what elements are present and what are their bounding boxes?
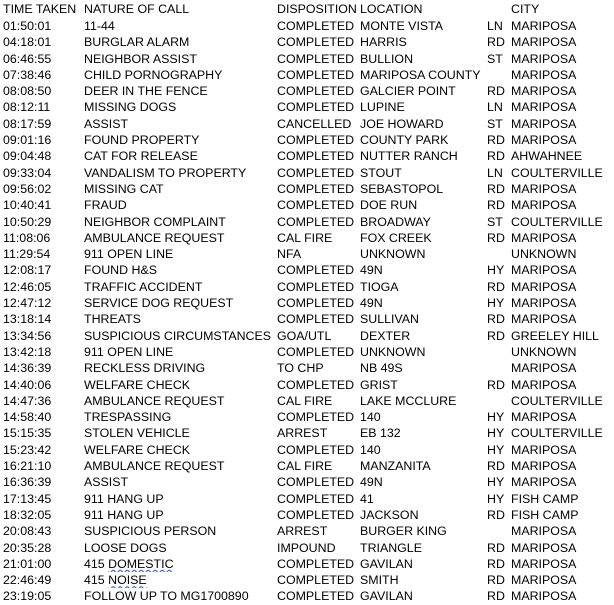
- nature-cell: TRAFFIC ACCIDENT: [84, 279, 203, 294]
- location-cell: MANZANITA: [360, 459, 431, 474]
- nature-cell: SERVICE DOG REQUEST: [84, 296, 234, 311]
- nature-flagged-word: DOMESTIC: [108, 556, 174, 571]
- nature-flagged-word: NOISE: [108, 573, 147, 588]
- location-cell: FOX CREEK: [360, 230, 432, 245]
- location-cell: BURGER KING: [360, 524, 447, 539]
- street-suffix-cell: LN: [487, 100, 503, 115]
- time-cell: 13:42:18: [3, 344, 52, 359]
- location-cell: BULLION: [360, 51, 414, 66]
- disposition-cell: CANCELLED: [277, 116, 352, 131]
- disposition-cell: COMPLETED: [277, 312, 355, 327]
- street-suffix-cell: RD: [487, 312, 505, 327]
- time-cell: 14:40:06: [3, 377, 52, 392]
- time-cell: 12:46:05: [3, 279, 52, 294]
- city-cell: MARIPOSA: [511, 377, 577, 392]
- table-row: [0, 18, 614, 34]
- disposition-cell: ARREST: [277, 426, 328, 441]
- disposition-cell: COMPLETED: [277, 84, 355, 99]
- time-cell: 15:15:35: [3, 426, 52, 441]
- table-row: [0, 409, 614, 425]
- nature-cell: DEER IN THE FENCE: [84, 84, 208, 99]
- city-cell: MARIPOSA: [511, 84, 577, 99]
- location-cell: TRIANGLE: [360, 540, 422, 555]
- column-header-nature: NATURE OF CALL: [84, 2, 190, 16]
- city-cell: AHWAHNEE: [511, 149, 583, 164]
- disposition-cell: TO CHP: [277, 361, 324, 376]
- time-cell: 09:01:16: [3, 133, 52, 148]
- city-cell: MARIPOSA: [511, 181, 577, 196]
- location-cell: BROADWAY: [360, 214, 431, 229]
- table-row: [0, 523, 614, 539]
- time-cell: 16:36:39: [3, 475, 52, 490]
- time-cell: 13:18:14: [3, 312, 52, 327]
- nature-cell: TRESPASSING: [84, 410, 172, 425]
- table-row: [0, 99, 614, 115]
- table-row: [0, 540, 614, 556]
- nature-cell: ASSIST: [84, 475, 129, 490]
- location-cell: SULLIVAN: [360, 312, 419, 327]
- street-suffix-cell: RD: [487, 181, 505, 196]
- nature-cell: FOUND H&S: [84, 263, 157, 278]
- table-header: [0, 0, 614, 18]
- disposition-cell: COMPLETED: [277, 279, 355, 294]
- column-header-disposition: DISPOSITION: [277, 2, 357, 16]
- street-suffix-cell: RD: [487, 540, 505, 555]
- table-row: [0, 311, 614, 327]
- city-cell: MARIPOSA: [511, 230, 577, 245]
- city-cell: MARIPOSA: [511, 100, 577, 115]
- time-cell: 15:23:42: [3, 442, 52, 457]
- table-row: [0, 442, 614, 458]
- nature-cell: ASSIST: [84, 116, 129, 131]
- city-cell: COULTERVILLE: [511, 165, 603, 180]
- location-cell: GRIST: [360, 377, 398, 392]
- location-cell: DOE RUN: [360, 198, 418, 213]
- time-cell: 10:40:41: [3, 198, 52, 213]
- table-row: [0, 51, 614, 67]
- nature-cell: MISSING CAT: [84, 181, 164, 196]
- city-cell: MARIPOSA: [511, 35, 577, 50]
- table-row: [0, 230, 614, 246]
- time-cell: 08:12:11: [3, 100, 51, 115]
- table-row: [0, 588, 614, 604]
- time-cell: 08:17:59: [3, 116, 52, 131]
- disposition-cell: COMPLETED: [277, 100, 355, 115]
- location-cell: JOE HOWARD: [360, 116, 444, 131]
- table-row: [0, 328, 614, 344]
- street-suffix-cell: RD: [487, 230, 505, 245]
- city-cell: MARIPOSA: [511, 67, 577, 82]
- nature-cell: AMBULANCE REQUEST: [84, 393, 225, 408]
- city-cell: MARIPOSA: [511, 19, 577, 33]
- city-cell: MARIPOSA: [511, 556, 577, 571]
- time-cell: 07:38:46: [3, 67, 52, 82]
- table-row: [0, 393, 614, 409]
- location-cell: MARIPOSA COUNTY: [360, 67, 481, 82]
- time-cell: 09:04:48: [3, 149, 52, 164]
- table-row: [0, 474, 614, 490]
- time-cell: 21:01:00: [3, 556, 52, 571]
- nature-cell: FOUND PROPERTY: [84, 133, 200, 148]
- disposition-cell: COMPLETED: [277, 133, 355, 148]
- disposition-cell: COMPLETED: [277, 198, 355, 213]
- disposition-cell: COMPLETED: [277, 556, 355, 571]
- city-cell: MARIPOSA: [511, 263, 577, 278]
- disposition-cell: COMPLETED: [277, 475, 355, 490]
- table-row: [0, 246, 614, 262]
- nature-cell: 911 OPEN LINE: [84, 344, 174, 359]
- city-cell: MARIPOSA: [511, 198, 577, 213]
- disposition-cell: COMPLETED: [277, 296, 355, 311]
- nature-cell: 911 HANG UP: [84, 491, 164, 506]
- location-cell: UNKNOWN: [360, 247, 426, 262]
- table-row: [0, 377, 614, 393]
- nature-cell: CHILD PORNOGRAPHY: [84, 67, 223, 82]
- time-cell: 04:18:01: [3, 35, 52, 50]
- street-suffix-cell: RD: [487, 507, 505, 522]
- disposition-cell: CAL FIRE: [277, 459, 333, 474]
- disposition-cell: COMPLETED: [277, 344, 355, 359]
- time-cell: 18:32:05: [3, 507, 52, 522]
- city-cell: COULTERVILLE: [511, 393, 603, 408]
- table-row: [0, 165, 614, 181]
- table-row: [0, 83, 614, 99]
- disposition-cell: COMPLETED: [277, 377, 355, 392]
- city-cell: FISH CAMP: [511, 491, 579, 506]
- city-cell: MARIPOSA: [511, 312, 577, 327]
- location-cell: SMITH: [360, 573, 399, 588]
- city-cell: COULTERVILLE: [511, 426, 603, 441]
- nature-cell: BURGLAR ALARM: [84, 35, 190, 50]
- street-suffix-cell: HY: [487, 426, 505, 441]
- nature-cell: FRAUD: [84, 198, 127, 213]
- disposition-cell: CAL FIRE: [277, 393, 333, 408]
- time-cell: 17:13:45: [3, 491, 52, 506]
- city-cell: COULTERVILLE: [511, 214, 603, 229]
- location-cell: LAKE MCCLURE: [360, 393, 457, 408]
- city-cell: MARIPOSA: [511, 51, 577, 66]
- nature-cell: AMBULANCE REQUEST: [84, 459, 225, 474]
- street-suffix-cell: ST: [487, 51, 503, 66]
- nature-cell: MISSING DOGS: [84, 100, 177, 115]
- street-suffix-cell: RD: [487, 149, 505, 164]
- city-cell: MARIPOSA: [511, 116, 577, 131]
- location-cell: GAVILAN: [360, 556, 413, 571]
- street-suffix-cell: RD: [487, 279, 505, 294]
- location-cell: STOUT: [360, 165, 402, 180]
- disposition-cell: COMPLETED: [277, 442, 355, 457]
- disposition-cell: NFA: [277, 247, 302, 262]
- nature-cell: CAT FOR RELEASE: [84, 149, 198, 164]
- location-cell: NUTTER RANCH: [360, 149, 458, 164]
- street-suffix-cell: LN: [487, 19, 503, 33]
- nature-cell: NEIGHBOR COMPLAINT: [84, 214, 226, 229]
- city-cell: MARIPOSA: [511, 279, 577, 294]
- table-row: [0, 279, 614, 295]
- nature-cell: SUSPICIOUS CIRCUMSTANCES: [84, 328, 272, 343]
- nature-cell: LOOSE DOGS: [84, 540, 167, 555]
- disposition-cell: COMPLETED: [277, 214, 355, 229]
- table-row: [0, 148, 614, 164]
- nature-cell: RECKLESS DRIVING: [84, 361, 206, 376]
- disposition-cell: CAL FIRE: [277, 230, 333, 245]
- location-cell: SEBASTOPOL: [360, 181, 444, 196]
- city-cell: MARIPOSA: [511, 475, 577, 490]
- table-row: [0, 132, 614, 148]
- table-row: [0, 116, 614, 132]
- time-cell: 14:36:39: [3, 361, 52, 376]
- street-suffix-cell: RD: [487, 459, 505, 474]
- table-row: [0, 556, 614, 572]
- city-cell: GREELEY HILL: [511, 328, 599, 343]
- table-row: [0, 360, 614, 376]
- nature-cell: VANDALISM TO PROPERTY: [84, 165, 247, 180]
- table-row: [0, 425, 614, 441]
- nature-cell: 911 HANG UP: [84, 507, 164, 522]
- location-cell: LUPINE: [360, 100, 405, 115]
- time-cell: 20:35:28: [3, 540, 52, 555]
- street-suffix-cell: RD: [487, 589, 505, 604]
- nature-cell: THREATS: [84, 312, 141, 327]
- table-row: [0, 34, 614, 50]
- city-cell: MARIPOSA: [511, 540, 577, 555]
- disposition-cell: COMPLETED: [277, 491, 355, 506]
- city-cell: UNKNOWN: [511, 247, 577, 262]
- disposition-cell: COMPLETED: [277, 67, 355, 82]
- street-suffix-cell: RD: [487, 84, 505, 99]
- city-cell: MARIPOSA: [511, 459, 577, 474]
- city-cell: UNKNOWN: [511, 344, 577, 359]
- location-cell: DEXTER: [360, 328, 411, 343]
- time-cell: 12:08:17: [3, 263, 52, 278]
- nature-cell: FOLLOW UP TO MG1700890: [84, 589, 249, 604]
- disposition-cell: COMPLETED: [277, 589, 355, 604]
- street-suffix-cell: HY: [487, 296, 505, 311]
- table-row: [0, 214, 614, 230]
- street-suffix-cell: RD: [487, 573, 505, 588]
- street-suffix-cell: HY: [487, 475, 505, 490]
- disposition-cell: COMPLETED: [277, 410, 355, 425]
- street-suffix-cell: RD: [487, 133, 505, 148]
- street-suffix-cell: RD: [487, 328, 505, 343]
- table-row: [0, 262, 614, 278]
- disposition-cell: COMPLETED: [277, 181, 355, 196]
- location-cell: JACKSON: [360, 507, 419, 522]
- disposition-cell: GOA/UTL: [277, 328, 332, 343]
- column-header-time: TIME TAKEN: [3, 2, 77, 16]
- disposition-cell: COMPLETED: [277, 165, 355, 180]
- street-suffix-cell: LN: [487, 165, 503, 180]
- time-cell: 10:50:29: [3, 214, 52, 229]
- time-cell: 11:08:06: [3, 230, 51, 245]
- time-cell: 01:50:01: [3, 19, 52, 33]
- street-suffix-cell: ST: [487, 214, 503, 229]
- nature-prefix: 415: [84, 573, 109, 588]
- disposition-cell: COMPLETED: [277, 573, 355, 588]
- city-cell: MARIPOSA: [511, 410, 577, 425]
- time-cell: 09:56:02: [3, 181, 52, 196]
- disposition-cell: COMPLETED: [277, 35, 355, 50]
- city-cell: MARIPOSA: [511, 442, 577, 457]
- location-cell: GALCIER POINT: [360, 84, 456, 99]
- location-cell: 49N: [360, 263, 383, 278]
- street-suffix-cell: ST: [487, 116, 503, 131]
- disposition-cell: COMPLETED: [277, 507, 355, 522]
- nature-cell: WELFARE CHECK: [84, 442, 191, 457]
- time-cell: 06:46:55: [3, 51, 52, 66]
- location-cell: EB 132: [360, 426, 401, 441]
- time-cell: 11:29:54: [3, 247, 51, 262]
- street-suffix-cell: RD: [487, 377, 505, 392]
- time-cell: 14:58:40: [3, 410, 52, 425]
- column-header-location: LOCATION: [360, 2, 423, 16]
- column-header-city: CITY: [511, 2, 540, 16]
- table-row: [0, 491, 614, 507]
- nature-prefix: 415: [84, 556, 109, 571]
- location-cell: 140: [360, 410, 381, 425]
- disposition-cell: IMPOUND: [277, 540, 336, 555]
- table-body: [0, 18, 614, 605]
- street-suffix-cell: HY: [487, 263, 505, 278]
- time-cell: 13:34:56: [3, 328, 52, 343]
- city-cell: MARIPOSA: [511, 296, 577, 311]
- disposition-cell: ARREST: [277, 524, 328, 539]
- city-cell: MARIPOSA: [511, 589, 577, 604]
- location-cell: UNKNOWN: [360, 344, 426, 359]
- location-cell: GAVILAN: [360, 589, 413, 604]
- time-cell: 22:46:49: [3, 573, 52, 588]
- table-row: [0, 572, 614, 588]
- street-suffix-cell: HY: [487, 491, 505, 506]
- disposition-cell: COMPLETED: [277, 51, 355, 66]
- city-cell: MARIPOSA: [511, 573, 577, 588]
- street-suffix-cell: RD: [487, 556, 505, 571]
- nature-cell: [84, 556, 276, 572]
- location-cell: 49N: [360, 475, 383, 490]
- location-cell: 140: [360, 442, 381, 457]
- location-cell: HARRIS: [360, 35, 407, 50]
- street-suffix-cell: RD: [487, 35, 505, 50]
- nature-cell: NEIGHBOR ASSIST: [84, 51, 197, 66]
- location-cell: TIOGA: [360, 279, 399, 294]
- table-row: [0, 67, 614, 83]
- time-cell: 16:21:10: [3, 459, 52, 474]
- city-cell: FISH CAMP: [511, 507, 579, 522]
- time-cell: 23:19:05: [3, 589, 52, 604]
- disposition-cell: COMPLETED: [277, 149, 355, 164]
- street-suffix-cell: HY: [487, 410, 505, 425]
- city-cell: MARIPOSA: [511, 133, 577, 148]
- disposition-cell: COMPLETED: [277, 263, 355, 278]
- nature-cell: [84, 572, 276, 588]
- location-cell: MONTE VISTA: [360, 19, 444, 33]
- nature-cell: WELFARE CHECK: [84, 377, 191, 392]
- location-cell: NB 49S: [360, 361, 403, 376]
- nature-cell: STOLEN VEHICLE: [84, 426, 190, 441]
- street-suffix-cell: RD: [487, 198, 505, 213]
- time-cell: 20:08:43: [3, 524, 52, 539]
- time-cell: 09:33:04: [3, 165, 52, 180]
- table-row: [0, 197, 614, 213]
- nature-cell: 911 OPEN LINE: [84, 247, 174, 262]
- nature-cell: SUSPICIOUS PERSON: [84, 524, 217, 539]
- time-cell: 14:47:36: [3, 393, 52, 408]
- table-row: [0, 458, 614, 474]
- time-cell: 12:47:12: [3, 296, 52, 311]
- city-cell: MARIPOSA: [511, 524, 577, 539]
- table-row: [0, 181, 614, 197]
- city-cell: MARIPOSA: [511, 361, 577, 376]
- table-row: [0, 507, 614, 523]
- nature-cell: 11-44: [84, 19, 115, 33]
- table-row: [0, 344, 614, 360]
- nature-cell: AMBULANCE REQUEST: [84, 230, 225, 245]
- street-suffix-cell: HY: [487, 442, 505, 457]
- time-cell: 08:08:50: [3, 84, 52, 99]
- location-cell: 49N: [360, 296, 383, 311]
- disposition-cell: COMPLETED: [277, 19, 355, 33]
- table-row: [0, 295, 614, 311]
- location-cell: COUNTY PARK: [360, 133, 449, 148]
- location-cell: 41: [360, 491, 374, 506]
